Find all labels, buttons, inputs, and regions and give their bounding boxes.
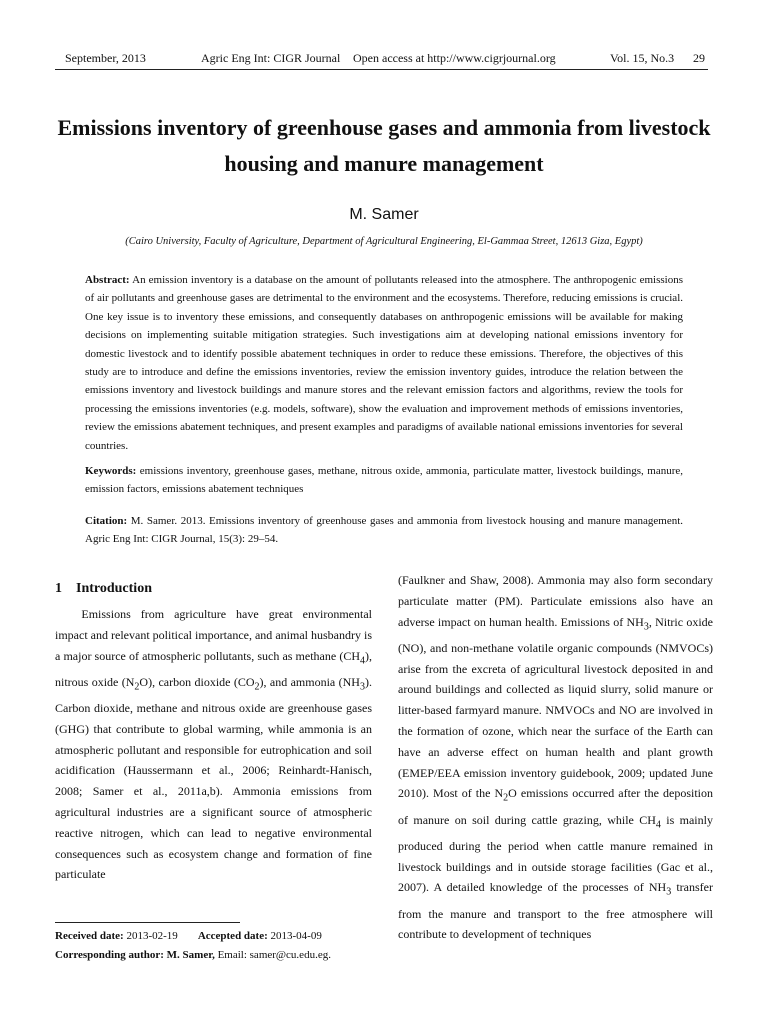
- received-date: 2013-02-19: [126, 930, 178, 942]
- accepted-label: Accepted date:: [197, 930, 268, 942]
- email-address[interactable]: samer@cu.edu.eg.: [249, 949, 331, 961]
- section-title: Introduction: [76, 581, 152, 596]
- keywords-label: Keywords:: [85, 465, 137, 477]
- intro-right-column: [398, 570, 713, 945]
- header-volume: Vol. 15, No.3: [610, 51, 675, 65]
- author-affiliation: (Cairo University, Faculty of Agriculture, Department of Agricultural Engineering, El-Gammaa Street, 12613 Giza, Egypt): [125, 236, 643, 247]
- right-text-1: (Faulkner and Shaw, 2008). Ammonia may also form secondary particulate matter (PM). Particulate emissions also have an adverse impact on human health. Emissions of: [398, 573, 713, 629]
- chem-co: CO: [237, 674, 255, 689]
- chem-sub-3: 3: [666, 886, 672, 898]
- chem-nh: NH: [626, 614, 644, 629]
- running-header: [55, 47, 708, 70]
- author-name: M. Samer: [349, 206, 419, 223]
- header-date: September, 2013: [65, 51, 146, 65]
- chem-nh: NH: [342, 674, 360, 689]
- header-journal: Agric Eng Int: CIGR Journal: [201, 51, 341, 65]
- email-label: Email:: [217, 949, 247, 961]
- right-text-5: transfer from the manure and transport to the free atmosphere will contribute to development of techniques: [398, 880, 713, 942]
- chem-n: N: [494, 786, 504, 801]
- chem-nh: NH: [648, 880, 667, 895]
- chem-sub-4: 4: [360, 654, 365, 666]
- intro-left-column: [55, 604, 372, 885]
- chem-sub-3: 3: [643, 620, 649, 632]
- footnote-dates: [55, 930, 375, 942]
- chem-o: O: [139, 674, 149, 689]
- keywords: [85, 462, 683, 499]
- right-text-2: , Nitric oxide (NO), and non-methane volatile organic compounds (NMVOCs) arise from the excreta of agricultural livestock deposited in and around buildings and collected as liquid slurry, solid manure or litter-based farmyard manure. NMVOCs and NO are involved in the formation of ozone, which near the surface of the Earth can have an adverse effect on human health and plant growth (EMEP/EEA emission inventory guidebook, 2009; updated June 2010). Most of the: [398, 614, 713, 801]
- abstract-text: An emission inventory is a database on the amount of pollutants released into the atmosphere. The anthropogenic emissions of air pollutants and greenhouse gases are detrimental to the environment and the ecosystems. Therefore, reducing emissions is crucial. One key issue is to inventory these emissions, and consequently databases on anthropogenic emissions will be available for making decisions on implementing suitable mitigation strategies. Such investigations aim at developing national emissions inventory for domestic livestock and to identify possible abatement techniques in order to reduce these emissions. Therefore, the objectives of this study are to introduce and define the emissions inventories, review the emission inventory guides, introduce the relation between the emissions inventory and livestock buildings and manure stores and the relevant emission factors and algorithms, review the tools for processing the emissions inventories (e.g. models, software), show the evaluation and improvement methods of emissions inventories, review the emissions abatement techniques, and present examples and paradigms of available national emissions inventories for several countries.: [85, 274, 683, 452]
- citation-text: M. Samer. 2013. Emissions inventory of greenhouse gases and ammonia from livestock housing and manure management. Agric Eng Int: CIGR Journal, 15(3): 29–54.: [85, 515, 684, 546]
- chem-n: N: [125, 674, 135, 689]
- left-text-4: ), and ammonia (: [259, 674, 343, 689]
- chem-sub-2: 2: [254, 681, 260, 693]
- corresponding-label: Corresponding author:: [55, 949, 164, 961]
- footnote-corresponding: [55, 949, 375, 961]
- right-text-4: is mainly produced during the period when cattle manure remained in livestock buildings and in outside storage facilities (Gac et al., 2007). A detailed knowledge of the processes of: [398, 812, 713, 895]
- accepted-date: 2013-04-09: [270, 930, 322, 942]
- chem-ch: CH: [343, 648, 360, 663]
- abstract-label: Abstract:: [85, 274, 130, 286]
- chem-sub-3: 3: [359, 681, 365, 693]
- citation-label: Citation:: [85, 515, 128, 527]
- left-text-5: ). Carbon dioxide, methane and nitrous oxide are greenhouse gases (GHG) that contribute to global warming, while ammonia is an atmospheric pollutant and responsible for eutrophication and soil acidification (Haussermann et al., 2006; Reinhardt-Hanisch, 2008; Samer et al., 2011a,b). Ammonia emissions from agricultural industries are a significant source of atmospheric reactive nitrogen, which can lead to negative environmental consequences such as ecosystem change and formation of fine particulate: [55, 674, 372, 882]
- chem-o: O: [508, 786, 517, 801]
- section-number: 1: [55, 581, 62, 596]
- paper-title: Emissions inventory of greenhouse gases and ammonia from livestock housing and manure management: [57, 115, 711, 176]
- citation: [85, 512, 683, 549]
- chem-sub-2: 2: [134, 681, 140, 693]
- section-heading: [55, 581, 152, 597]
- header-page-number: 29: [693, 51, 705, 65]
- left-text-1: Emissions from agriculture have great environmental impact and relevant political importance, and animal husbandry is a major source of atmospheric pollutants, such as methane (: [55, 607, 372, 663]
- keywords-text: emissions inventory, greenhouse gases, methane, nitrous oxide, ammonia, particulate matter, livestock buildings, manure, emission factors, emissions abatement techniques: [85, 465, 683, 496]
- left-text-2: ), nitrous oxide (: [55, 648, 372, 689]
- left-text-3: ), carbon dioxide (: [148, 674, 238, 689]
- chem-sub-4: 4: [655, 818, 661, 830]
- chem-sub-2: 2: [503, 792, 509, 804]
- abstract: [85, 271, 683, 455]
- chem-ch: CH: [639, 812, 656, 827]
- corresponding-author: M. Samer,: [166, 949, 215, 961]
- right-text-3: emissions occurred after the deposition of manure on soil during cattle grazing, while: [398, 786, 713, 827]
- footnote-divider: [55, 922, 240, 923]
- header-access-url[interactable]: Open access at http://www.cigrjournal.org: [353, 51, 556, 65]
- received-label: Received date:: [55, 930, 124, 942]
